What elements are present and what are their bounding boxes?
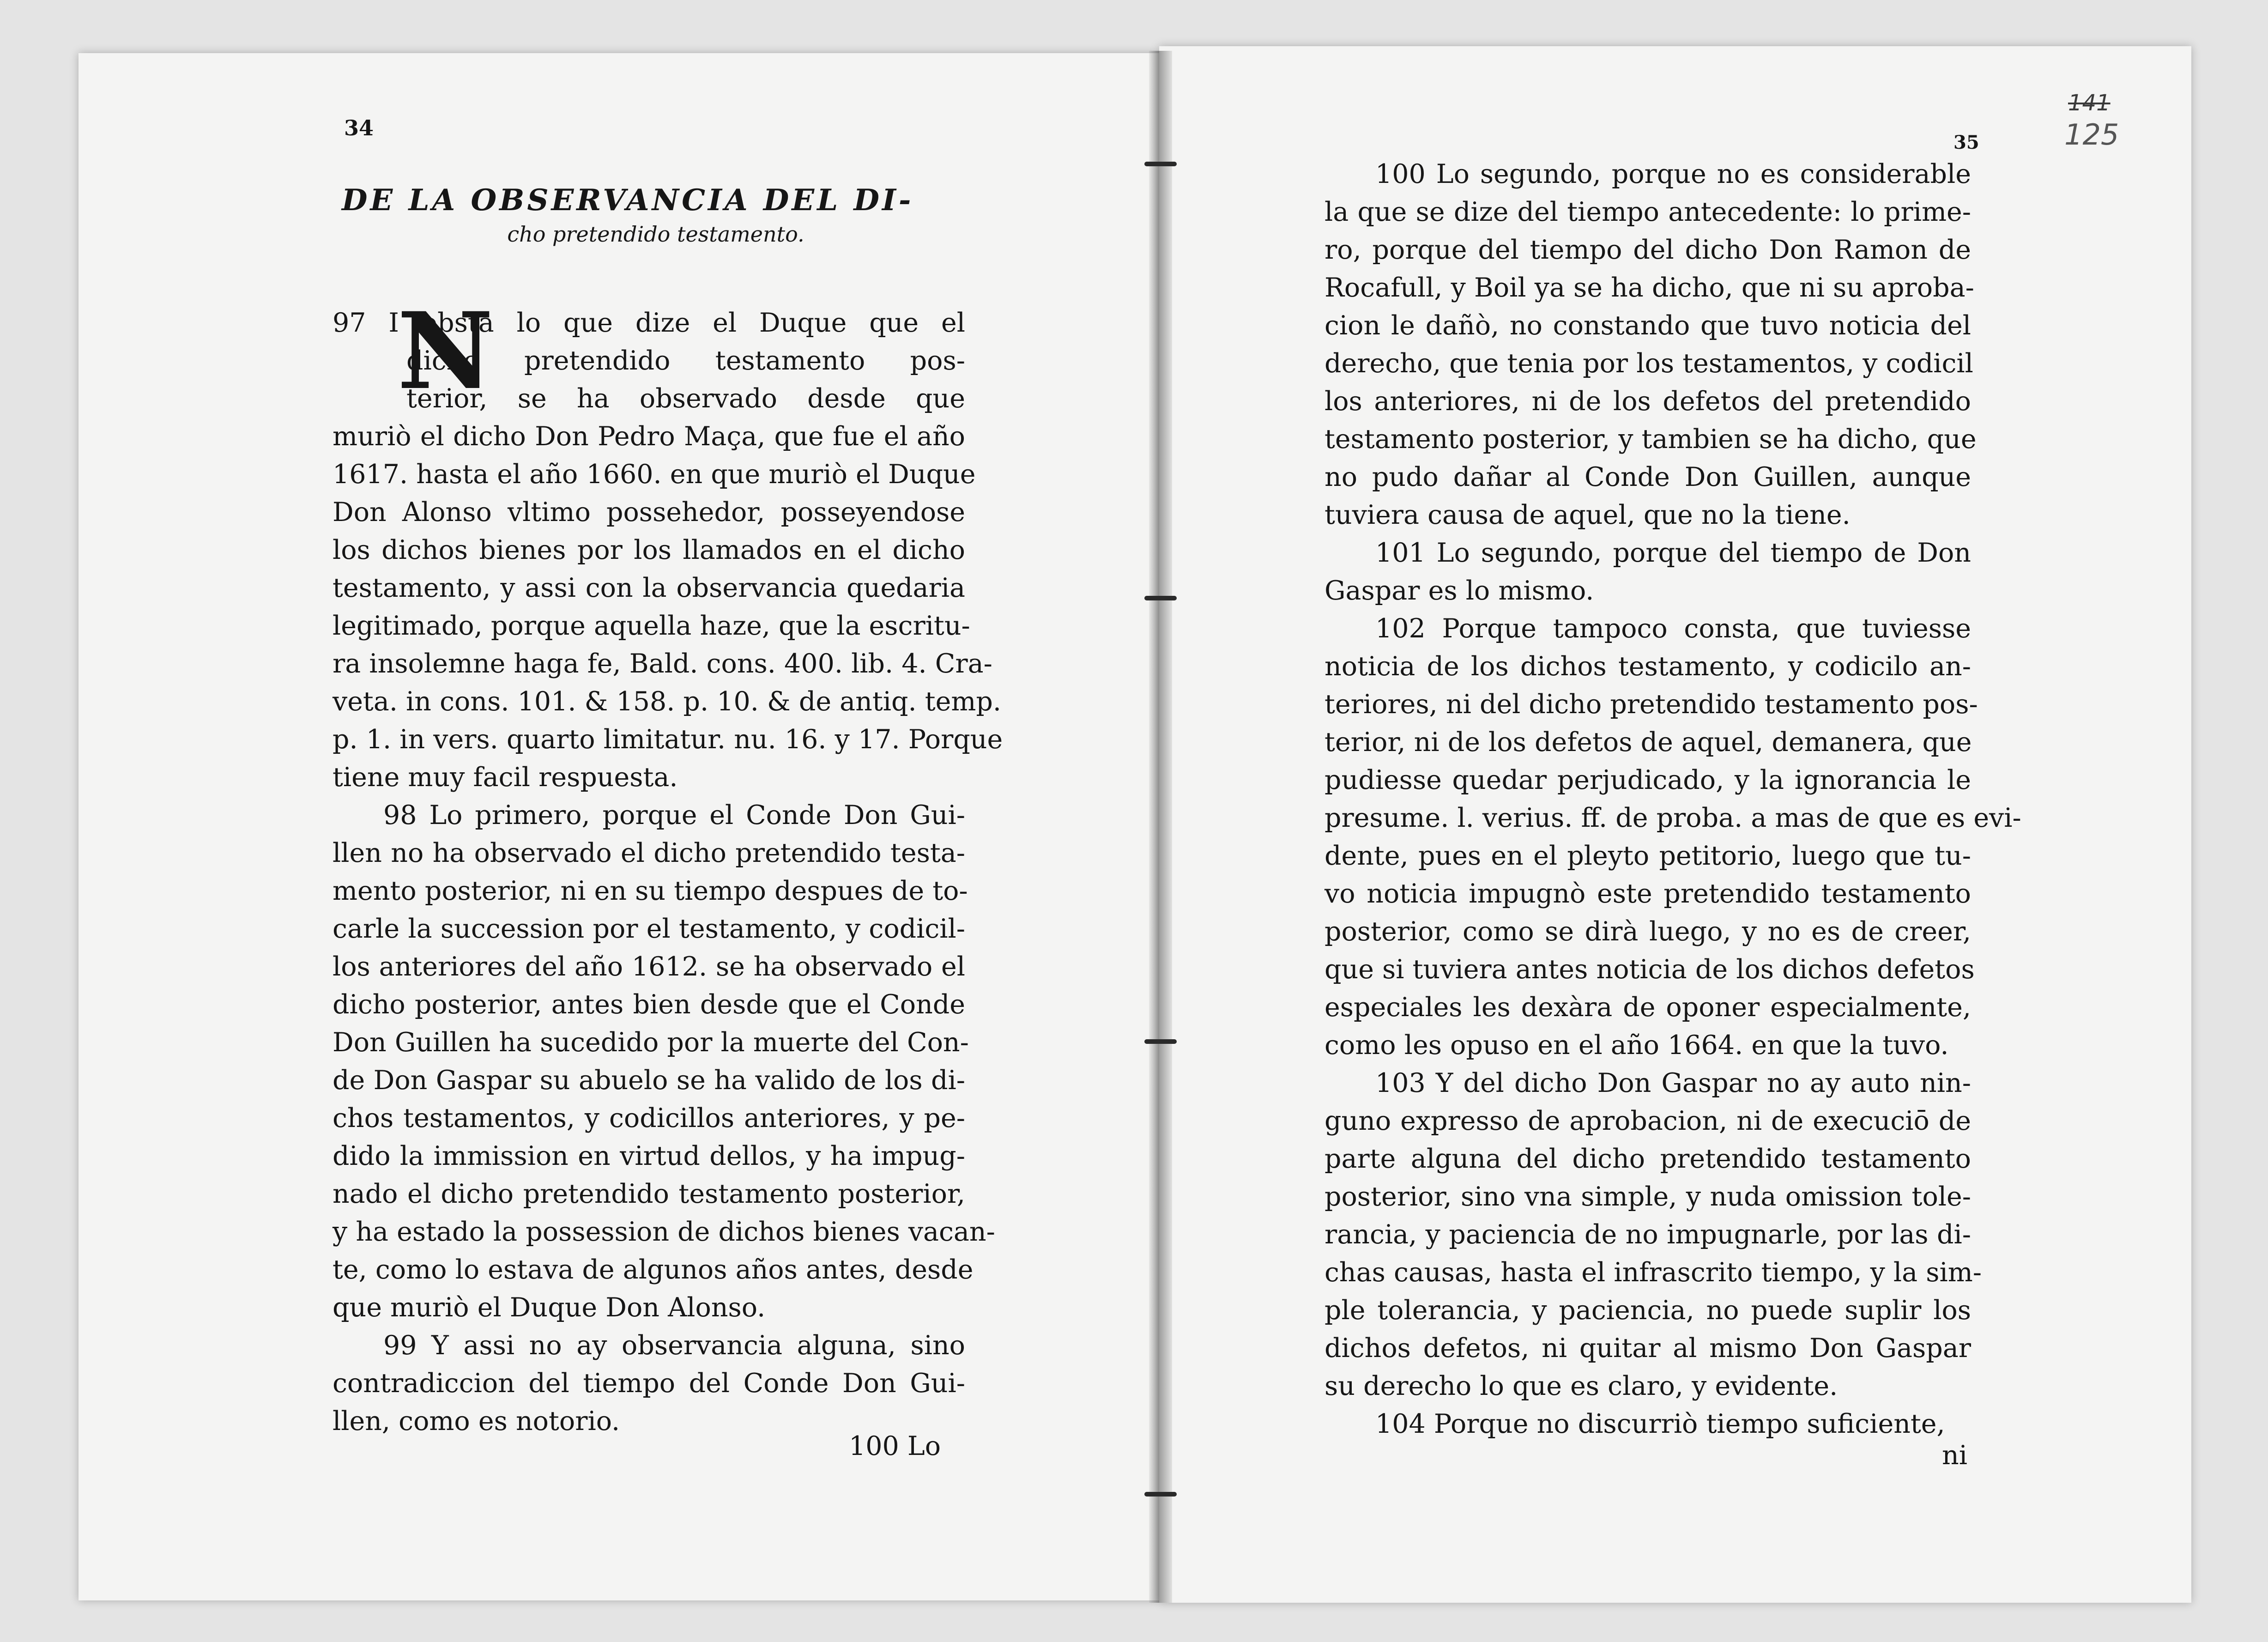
text-line: ple tolerancia, y paciencia, no puede suplir los <box>1325 1295 1971 1326</box>
text-line: cion le dañò, no constando que tuvo noticia del <box>1325 310 1971 341</box>
text-line: te, como lo estava de algunos años antes, desde <box>333 1254 974 1285</box>
text-line: mento posterior, ni en su tiempo despues de to- <box>333 876 968 906</box>
text-line: dicho posterior, antes bien desde que el Conde <box>333 989 965 1020</box>
text-line: p. 1. in vers. quarto limitatur. nu. 16. y 17. Porque <box>333 724 1003 755</box>
text-line: su derecho lo que es claro, y evidente. <box>1325 1371 1838 1401</box>
text-line: de Don Gaspar su abuelo se ha valido de los di- <box>333 1065 965 1096</box>
text-line: que si tuviera antes noticia de los dichos defetos <box>1325 954 1975 985</box>
text-line: ro, porque del tiempo del dicho Don Ramon de <box>1325 235 1971 265</box>
text-line: vo noticia impugnò este pretendido testamento <box>1325 879 1971 909</box>
text-line: Rocafull, y Boil ya se ha dicho, que ni su aproba- <box>1325 273 1974 303</box>
text-line: chos testamentos, y codicillos anteriores, y pe- <box>333 1103 965 1133</box>
text-line: 98 Lo primero, porque el Conde Don Gui- <box>383 800 965 830</box>
left-catchword: 100 Lo <box>849 1431 941 1461</box>
text-line: ra insolemne haga fe, Bald. cons. 400. lib. 4. Cra- <box>333 648 992 679</box>
text-line: dichos defetos, ni quitar al mismo Don Gaspar <box>1325 1333 1971 1363</box>
text-line: los anteriores, ni de los defetos del pretendido <box>1325 386 1971 417</box>
text-line: 1617. hasta el año 1660. en que muriò el Duque <box>333 459 976 490</box>
handwritten-struck-folio: 141 <box>2068 90 2111 116</box>
text-line: presume. l. verius. ff. de proba. a mas de que es evi- <box>1325 803 2021 833</box>
text-line: chas causas, hasta el infrascrito tiempo, y la sim- <box>1325 1257 1982 1288</box>
left-text-column <box>333 289 1003 1440</box>
text-line: testamento posterior, y tambien se ha dicho, que <box>1325 424 1977 454</box>
binding-gutter <box>1149 51 1172 1603</box>
text-line: pudiesse quedar perjudicado, y la ignorancia le <box>1325 765 1971 795</box>
binding-stitch <box>1144 1039 1177 1044</box>
text-line: 100 Lo segundo, porque no es considerable <box>1375 159 1971 189</box>
text-line: y ha estado la possession de dichos bienes vacan- <box>333 1217 995 1247</box>
binding-stitch <box>1144 596 1177 600</box>
text-line: guno expresso de aprobacion, ni de execuciō de <box>1325 1106 1971 1136</box>
heading-text: DE LA OBSERVANCIA DEL DI- <box>342 183 914 218</box>
text-line: legitimado, porque aquella haze, que la escritu- <box>333 611 970 641</box>
text-line: 99 Y assi no ay observancia alguna, sino <box>383 1330 965 1361</box>
text-line: dido la immission en virtud dellos, y ha impug- <box>333 1141 965 1171</box>
text-line: 102 Porque tampoco consta, que tuviesse <box>1375 613 1971 644</box>
text-line: especiales les dexàra de oponer especialmente, <box>1325 992 1971 1023</box>
text-line: que muriò el Duque Don Alonso. <box>333 1292 766 1323</box>
text-line: noticia de los dichos testamento, y codicilo an- <box>1325 651 1971 682</box>
text-line: la que se dize del tiempo antecedente: lo prime- <box>1325 197 1971 227</box>
text-line: los dichos bienes por los llamados en el dicho <box>333 535 965 565</box>
text-line: posterior, como se dirà luego, y no es de creer, <box>1325 916 1971 947</box>
text-line: terior, ni de los defetos de aquel, demanera, que <box>1325 727 1972 757</box>
text-line: teriores, ni del dicho pretendido testamento pos- <box>1325 689 1978 720</box>
text-line: 104 Porque no discurriò tiempo suficiente, <box>1375 1409 1945 1439</box>
section-heading <box>342 185 970 245</box>
binding-stitch <box>1144 162 1177 166</box>
text-line: llen, como es notorio. <box>333 1406 620 1436</box>
handwritten-folio-number: 125 <box>2064 118 2119 151</box>
text-line: parte alguna del dicho pretendido testamento <box>1325 1144 1971 1174</box>
text-line: Don Alonso vltimo possehedor, posseyendose <box>333 497 965 527</box>
text-line: 101 Lo segundo, porque del tiempo de Don <box>1375 538 1971 568</box>
drop-cap: N <box>397 289 494 413</box>
text-line: dente, pues en el pleyto petitorio, luego que tu- <box>1325 841 1971 871</box>
binding-stitch <box>1144 1492 1177 1497</box>
text-line: como les opuso en el año 1664. en que la tuvo. <box>1325 1030 1949 1060</box>
text-line: muriò el dicho Don Pedro Maça, que fue el año <box>333 421 965 452</box>
text-line: tuviera causa de aquel, que no la tiene. <box>1325 500 1851 530</box>
text-line: rancia, y paciencia de no impugnarle, por las di- <box>1325 1219 1971 1250</box>
text-line: testamento, y assi con la observancia quedaria <box>333 573 965 603</box>
text-line: Don Guillen ha sucedido por la muerte del Con- <box>333 1027 969 1058</box>
right-catchword: ni <box>1942 1440 1967 1471</box>
text-line: nado el dicho pretendido testamento posterior, <box>333 1179 965 1209</box>
text-line: Gaspar es lo mismo. <box>1325 576 1594 606</box>
text-line: veta. in cons. 101. & 158. p. 10. & de antiq. temp. <box>333 686 1002 717</box>
text-line: 97 I obsta lo que dize el Duque que el <box>333 308 965 338</box>
right-text-column <box>1325 155 2021 1443</box>
right-page-number: 35 <box>1954 132 1979 153</box>
text-line: derecho, que tenia por los testamentos, y codicil <box>1325 348 1973 379</box>
text-line: los anteriores del año 1612. se ha observado el <box>333 951 965 982</box>
text-line: carle la succession por el testamento, y codicil- <box>333 914 965 944</box>
text-line: dicho pretendido testamento pos- <box>406 345 965 376</box>
text-line: posterior, sino vna simple, y nuda omission tole- <box>1325 1182 1971 1212</box>
text-line: llen no ha observado el dicho pretendido testa- <box>333 838 965 868</box>
text-line: tiene muy facil respuesta. <box>333 762 678 793</box>
text-line: 103 Y del dicho Don Gaspar no ay auto nin- <box>1375 1068 1971 1098</box>
left-page-number: 34 <box>344 115 374 140</box>
text-line: contradiccion del tiempo del Conde Don Gui- <box>333 1368 965 1399</box>
text-line: no pudo dañar al Conde Don Guillen, aunque <box>1325 462 1971 492</box>
text-line: terior, se ha observado desde que <box>406 383 965 414</box>
heading-subtitle: cho pretendido testamento. <box>507 222 804 247</box>
